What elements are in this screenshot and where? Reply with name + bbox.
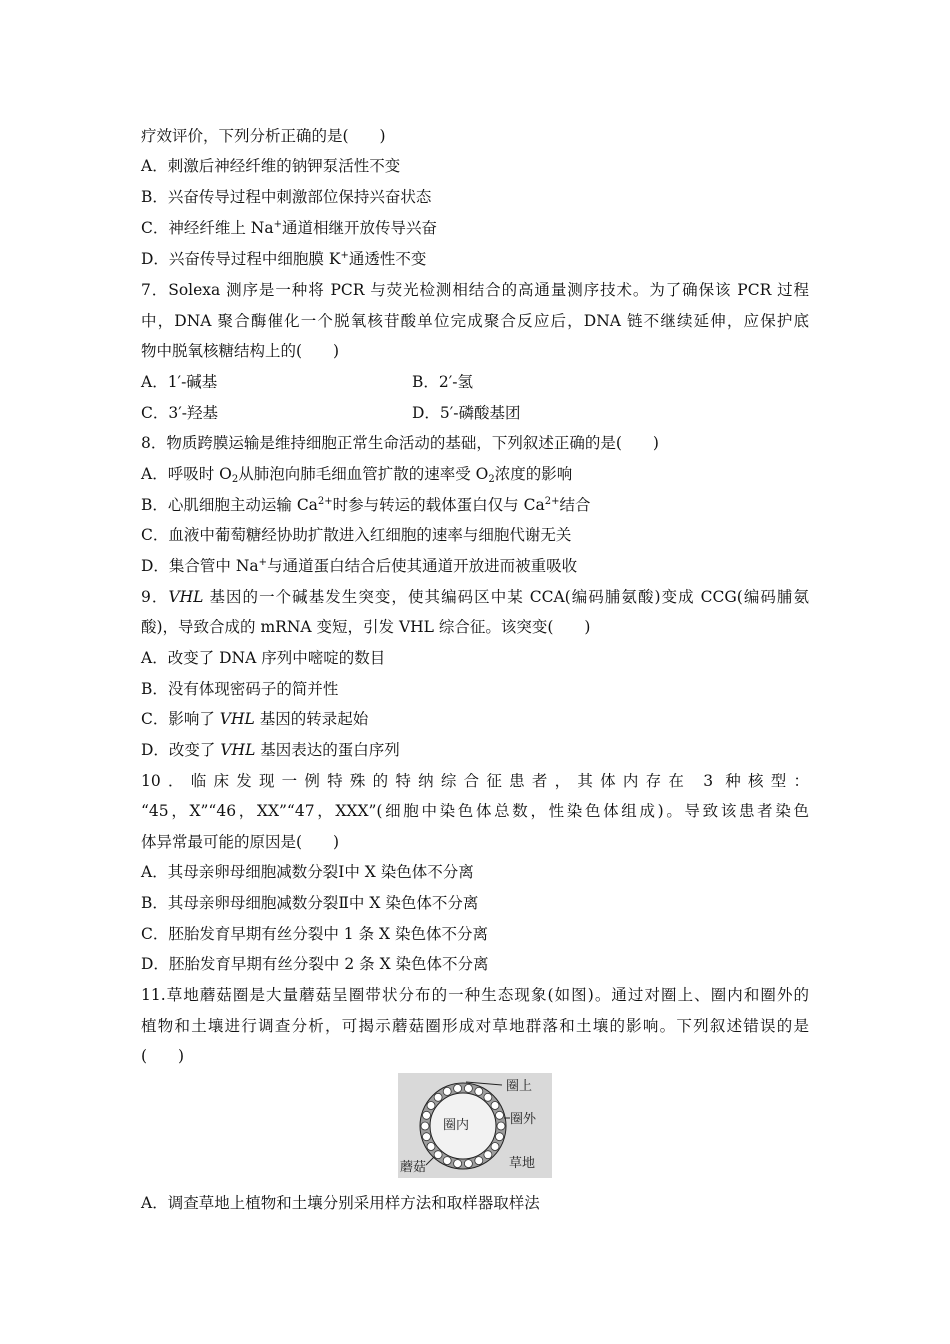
q10-option-c: C．胚胎发育早期有丝分裂中 1 条 X 染色体不分离 [141,925,488,943]
q10-stem-line2: “45，X”“46，XX”“47，XXX”(细胞中染色体总数，性染色体组成)。导致该患者染色 [141,802,809,820]
mushroom-dot [434,1093,442,1101]
mushroom-dot [443,1157,451,1165]
mushroom-dot [427,1143,435,1151]
mushroom-dot [423,1111,431,1119]
q8-option-b: B．心肌细胞主动运输 $Ca^{2+}$时参与转运的载体蛋白仅与 $Ca^{2+}$结合 [141,496,591,514]
mushroom-dot [484,1151,492,1159]
q7-option-b: B．2′-氢 [412,373,474,391]
q10-option-d: D．胚胎发育早期有丝分裂中 2 条 X 染色体不分离 [141,955,489,973]
q7-option-d: D．5′-磷酸基团 [412,404,521,422]
mushroom-dot [434,1151,442,1159]
q10-stem-line3: 体异常最可能的原因是( ) [141,833,340,851]
mushroom-dot [491,1102,499,1110]
label-inside: 圈内 [443,1118,470,1133]
q8-option-c: C．血液中葡萄糖经协助扩散进入红细胞的速率与细胞代谢无关 [141,526,572,544]
q9-option-c: C．影响了 VHL 基因的转录起始 [141,710,369,728]
label-on-ring: 圈上 [506,1079,533,1094]
q7-stem-line3: 物中脱氧核糖结构上的( ) [141,342,340,360]
mushroom-dot [496,1111,504,1119]
q11-option-a: A．调查草地上植物和土壤分别采用样方法和取样器取样法 [141,1194,540,1212]
mushroom-dot [484,1093,492,1101]
fairy-ring-figure [398,1073,552,1178]
q8-option-a: A．呼吸时 $O_2$从肺泡向肺毛细血管扩散的速率受 $O_2$浓度的影响 [141,465,573,485]
q9-stem-line1: 9．VHL 基因的一个碱基发生突变，使其编码区中某 CCA(编码脯氨酸)变成 CCG(编码脯氨 [141,588,809,606]
q9-option-a: A．改变了 DNA 序列中嘧啶的数目 [141,649,386,667]
mushroom-dot [443,1087,451,1095]
q9-option-d: D．改变了 VHL 基因表达的蛋白序列 [141,741,400,759]
mushroom-dot [497,1122,505,1130]
q6-option-a: A．刺激后神经纤维的钠钾泵活性不变 [141,157,401,175]
mushroom-dot [464,1160,472,1168]
q7-stem-line1: 7．Solexa 测序是一种将 PCR 与荧光检测相结合的高通量测序技术。为了确保该 PCR 过程 [141,281,809,299]
mushroom-dot [464,1084,472,1092]
mushroom-dot [491,1143,499,1151]
mushroom-dot [475,1157,483,1165]
q10-option-b: B．其母亲卵母细胞减数分裂Ⅱ中 X 染色体不分离 [141,894,479,912]
q11-stem-line3: ( ) [141,1047,185,1065]
q8-stem: 8．物质跨膜运输是维持细胞正常生命活动的基础，下列叙述正确的是( ) [141,434,659,452]
q10-option-a: A．其母亲卵母细胞减数分裂Ⅰ中 X 染色体不分离 [141,863,474,881]
fairy-ring-diagram [398,1073,552,1178]
label-mushroom: 蘑菇 [400,1160,427,1175]
label-outside: 圈外 [510,1112,537,1127]
mushroom-dot [423,1133,431,1141]
q6-option-d: D．兴奋传导过程中细胞膜 K+通透性不变 [141,250,427,268]
q6-stem-tail: 疗效评价，下列分析正确的是( ) [141,127,386,145]
mushroom-dot [454,1084,462,1092]
q10-stem-line1: 10．临床发现一例特殊的特纳综合征患者，其体内存在 3 种核型： [141,772,809,790]
q7-stem-line2: 中，DNA 聚合酶催化一个脱氧核苷酸单位完成聚合反应后，DNA 链不继续延伸，应保护底 [141,312,809,330]
label-grassland: 草地 [509,1156,536,1171]
mushroom-dot [427,1102,435,1110]
mushroom-dot [454,1160,462,1168]
q11-stem-line2: 植物和土壤进行调查分析，可揭示蘑菇圈形成对草地群落和土壤的影响。下列叙述错误的是 [141,1017,809,1035]
q8-option-d: D．集合管中 Na+与通道蛋白结合后使其通道开放进而被重吸收 [141,557,578,575]
q7-option-a: A．1′-碱基 [141,373,218,391]
q6-option-c: C．神经纤维上 Na+通道相继开放传导兴奋 [141,219,437,237]
mushroom-dot [475,1087,483,1095]
q9-option-b: B．没有体现密码子的简并性 [141,680,339,698]
mushroom-dot [496,1133,504,1141]
q6-option-b: B．兴奋传导过程中刺激部位保持兴奋状态 [141,188,432,206]
q11-stem-line1: 11.草地蘑菇圈是大量蘑菇呈圈带状分布的一种生态现象(如图)。通过对圈上、圈内和圈外的 [141,986,809,1004]
mushroom-dot [421,1122,429,1130]
q9-stem-line2: 酸)，导致合成的 mRNA 变短，引发 VHL 综合征。该突变( ) [141,618,591,636]
q7-option-c: C．3′-羟基 [141,404,218,422]
